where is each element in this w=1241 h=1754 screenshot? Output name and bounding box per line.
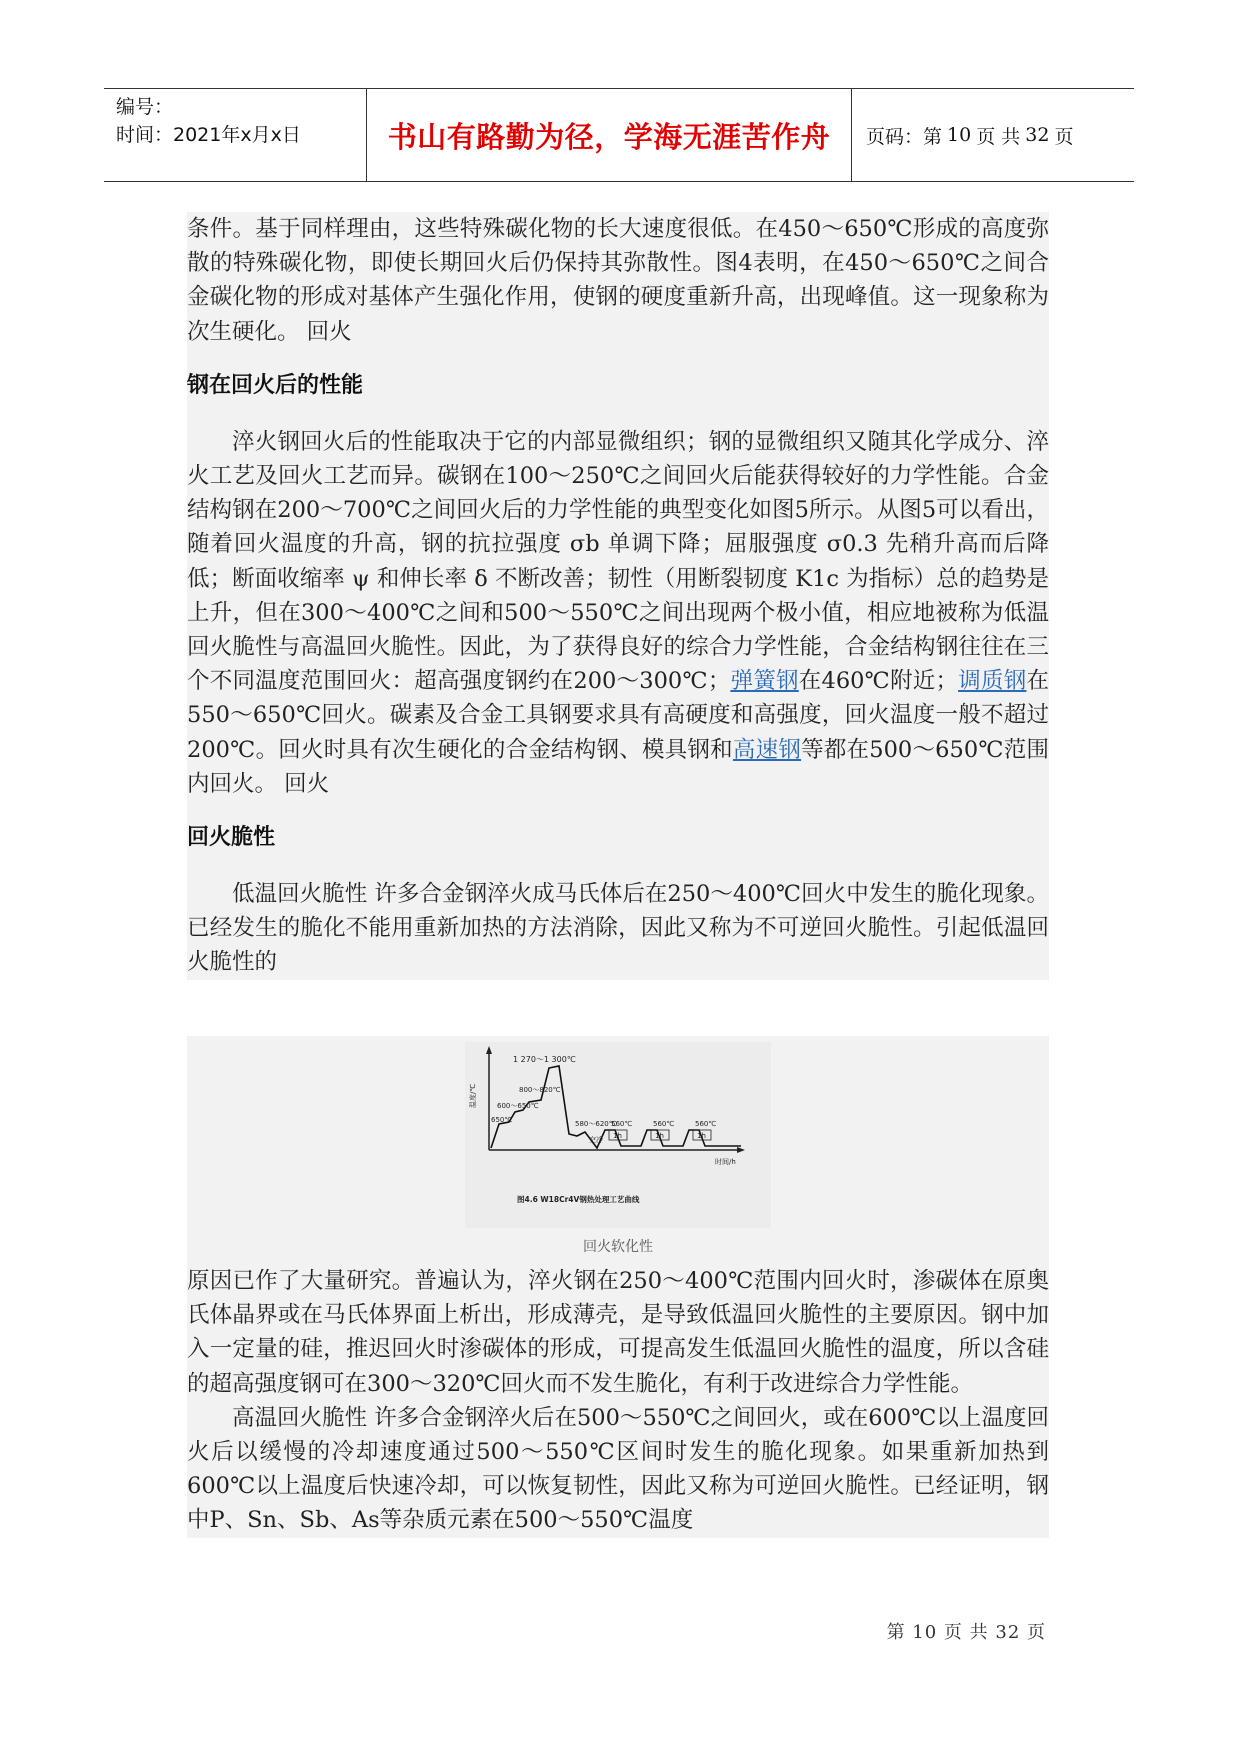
time-label: 时间：2021年x月x日 (116, 124, 301, 146)
header-motto: 书山有路勤为径，学海无涯苦作舟 (366, 89, 852, 181)
page-mid: 页 共 (976, 125, 1021, 148)
label-temper2: 560℃ (653, 1120, 675, 1128)
label-temper3: 560℃ (695, 1120, 717, 1128)
paragraph-high-temp-brittleness: 高温回火脆性 许多合金钢淬火后在500～550℃之间回火，或在600℃以上温度回火后以缓慢的冷却速度通过500～550℃区间时发生的脆化现象。如果重新加热到600℃以上温度后快速冷却，可以恢复韧性，因此又称为可逆回火脆性。已经证明，钢中P、Sn、Sb、As等杂质元素在500～550℃温度 (187, 1404, 1049, 1534)
header-meta (104, 89, 366, 181)
page-suffix: 页 (1054, 125, 1074, 148)
label-quench: 580～620℃ (575, 1120, 617, 1128)
label-preheat2: 800～820℃ (519, 1086, 561, 1094)
number-label: 编号： (116, 96, 174, 118)
paragraph-secondary-hardening: 条件。基于同样理由，这些特殊碳化物的长大速度很低。在450～650℃形成的高度弥散的特殊碳化物，即使长期回火后仍保持其弥散性。图4表明，在450～650℃之间合金碳化物的形成对基体产生强化作用，使钢的硬度重新升高，出现峰值。这一现象称为次生硬化。 回火 (187, 216, 1049, 345)
heading-properties: 钢在回火后的性能 (187, 372, 364, 398)
paragraph-low-temp-brittleness: 低温回火脆性 许多合金钢淬火成马氏体后在250～400℃回火中发生的脆化现象。已经发生的脆化不能用重新加热的方法消除，因此又称为不可逆回火脆性。引起低温回火脆性的 (187, 881, 1049, 976)
link-high-speed-steel[interactable]: 高速钢 (732, 736, 802, 763)
page-prefix: 页码：第 (866, 125, 943, 148)
label-preheat0: 650℃ (491, 1116, 513, 1124)
page-header (104, 88, 1134, 182)
label-temper2-time: 1h (655, 1132, 664, 1140)
x-axis-label: 时间/h (715, 1158, 736, 1166)
figure-caption: 回火软化性 (583, 1239, 653, 1255)
paragraph-properties (187, 425, 1049, 801)
label-air-cool: 空冷 (589, 1136, 603, 1144)
text-run: 在550～650℃回火。碳素及合金工具钢要求具有高硬度和高强度，回火温度一般不超过200℃。回火时具有次生硬化的合金结构钢、模具钢和 (187, 668, 1049, 763)
link-quenched-tempered-steel[interactable]: 调质钢 (958, 668, 1027, 695)
figure-block (187, 1036, 1049, 1264)
label-temper1-time: 1h (613, 1132, 622, 1140)
label-preheat1: 600～650℃ (497, 1102, 539, 1110)
label-temper1: 560℃ (611, 1120, 633, 1128)
heading-temper-brittleness: 回火脆性 (187, 825, 276, 851)
main-content-continued (187, 1264, 1049, 1538)
figure-image (465, 1042, 771, 1228)
label-temper3-time: 1h (697, 1132, 706, 1140)
page-total: 32 (1025, 124, 1050, 146)
figure-inner-title: 图4.6 W18Cr4V钢热处理工艺曲线 (517, 1195, 640, 1204)
paragraph-low-temp-causes: 原因已作了大量研究。普遍认为，淬火钢在250～400℃范围内回火时，渗碳体在原奥氏体晶界或在马氏体界面上析出，形成薄壳，是导致低温回火脆性的主要原因。钢中加入一定量的硅，推迟回火时渗碳体的形成，可提高发生低温回火脆性的温度，所以含硅的超高强度钢可在300～320℃回火而不发生脆化，有利于改进综合力学性能。 (187, 1268, 1049, 1397)
process-curve-diagram (465, 1042, 771, 1228)
text-run: 淬火钢回火后的性能取决于它的内部显微组织；钢的显微组织又随其化学成分、淬火工艺及回火工艺而异。碳钢在100～250℃之间回火后能获得较好的力学性能。合金结构钢在200～700℃之间回火后的力学性能的典型变化如图5所示。从图5可以看出，随着回火温度的升高，钢的抗拉强度 σb 单调下降；屈服强度 σ0.3 先稍升高而后降低；断面收缩率 ψ 和伸长率 δ 不断改善；韧性（用断裂韧度 K1c 为指标）总的趋势是上升，但在300～400℃之间和500～550℃之间出现两个极小值，相应地被称为低温回火脆性与高温回火脆性。因此，为了获得良好的综合力学性能，合金结构钢往往在三个不同温度范围回火：超高强度钢约在200～300℃； (187, 428, 1049, 695)
page-footer: 第 10 页 共 32 页 (886, 1622, 1046, 1643)
link-spring-steel[interactable]: 弹簧钢 (730, 668, 799, 695)
header-page-info (852, 89, 1134, 181)
page-current: 10 (947, 124, 972, 146)
main-content (187, 212, 1049, 980)
text-run: 等都在500～650℃范围内回火。 回火 (187, 736, 1049, 797)
text-run: 在460℃附近； (798, 668, 959, 695)
y-axis-label: 温度/℃ (469, 1083, 477, 1108)
label-peak-temp: 1 270～1 300℃ (513, 1055, 576, 1064)
